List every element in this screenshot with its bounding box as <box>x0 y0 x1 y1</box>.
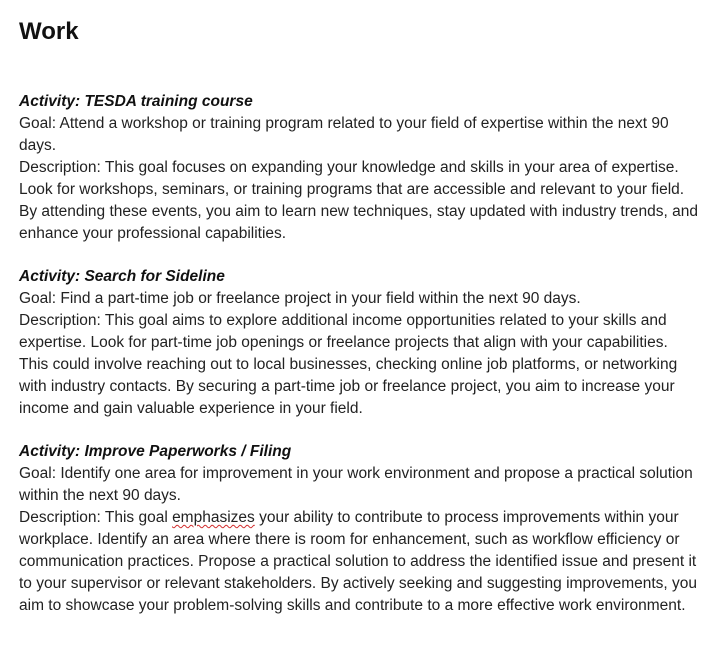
goal-text: Goal: Identify one area for improvement in your work environment and propose a practical solution within the next 90 days. <box>19 465 693 504</box>
activity-section <box>19 441 698 617</box>
description-prefix: Description: This goal <box>19 509 173 526</box>
activity-heading: Activity: Improve Paperworks / Filing <box>19 443 292 460</box>
activity-heading: Activity: Search for Sideline <box>19 268 225 285</box>
goal-text: Goal: Attend a workshop or training program related to your field of expertise within the next 90 days. <box>19 115 669 154</box>
activity-heading: Activity: TESDA training course <box>19 93 253 110</box>
activity-section <box>19 91 698 245</box>
description-suffix: your ability to contribute to process improvements within your workplace. Identify an area where there is room for enhancement, such as workflow efficiency or communication practices. Propose a practical solution to address the identified issue and present it to your supervisor or relevant stakeholders. By actively seeking and suggesting improvements, you aim to showcase your problem-solving skills and contribute to a more effective work environment. <box>19 509 698 614</box>
description-text: Description: This goal focuses on expanding your knowledge and skills in your area of expertise. Look for workshops, seminars, or training programs that are accessible and relevant to your field. By attending these events, you aim to learn new techniques, stay updated with industry trends, and enhance your professional capabilities. <box>19 159 698 242</box>
description-text: Description: This goal aims to explore additional income opportunities related to your skills and expertise. Look for part-time job openings or freelance projects that align with your capabilities. This could involve reaching out to local businesses, checking online job platforms, or networking with industry contacts. By securing a part-time job or freelance project, you aim to increase your income and gain valuable experience in your field. <box>19 312 678 417</box>
document-title: Work <box>19 18 79 45</box>
goal-text: Goal: Find a part-time job or freelance project in your field within the next 90 days. <box>19 290 581 307</box>
activity-section <box>19 266 698 420</box>
spellcheck-flagged-word[interactable]: emphasizes <box>172 509 255 526</box>
description-text <box>19 507 698 617</box>
